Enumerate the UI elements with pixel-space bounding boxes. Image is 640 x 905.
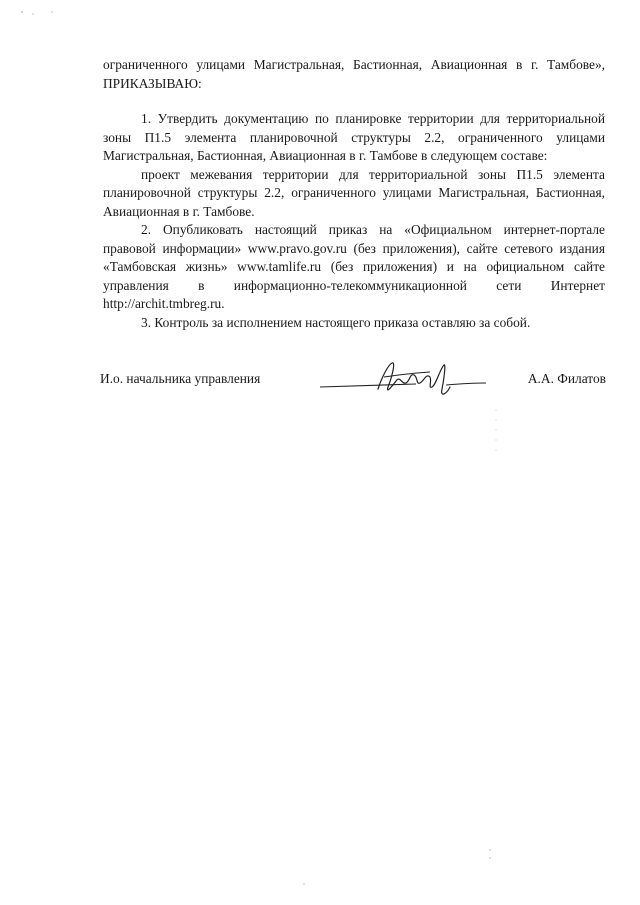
order-item-1: 1. Утвердить документацию по планировке территории для территориальной зоны П1.5 элемента планировочной структуры 2.2, ограниченного улицами Магистральная, Бастионная, Авиационная в г. Тамбове в следующем составе: xyxy=(103,111,605,163)
handwritten-signature xyxy=(318,359,488,403)
signatory-position: И.о. начальника управления xyxy=(100,371,261,386)
order-item-2: 2. Опубликовать настоящий приказ на «Официальном интернет-портале правовой информации» www.pravo.gov.ru (без приложения), сайте сетевого издания «Тамбовская жизнь» www.tamlife.ru (без приложения) и на официальном сайте управления в информационно-телекоммуникационной сети Интернет http://archit.tmbreg.ru. xyxy=(103,222,605,311)
order-items xyxy=(103,110,605,332)
intro-paragraph: ограниченного улицами Магистральная, Бастионная, Авиационная в г. Тамбове», ПРИКАЗЫВАЮ: xyxy=(103,57,605,91)
order-item-3: 3. Контроль за исполнением настоящего приказа оставляю за собой. xyxy=(141,314,531,330)
signatory-name: А.А. Филатов xyxy=(527,371,606,386)
intro-block xyxy=(103,56,605,93)
order-item-1-sub: проект межевания территории для территориальной зоны П1.5 элемента планировочной структуры 2.2, ограниченного улицами Магистральная, Бастионная, Авиационная в г. Тамбове. xyxy=(103,166,605,219)
signature-block xyxy=(100,371,606,403)
